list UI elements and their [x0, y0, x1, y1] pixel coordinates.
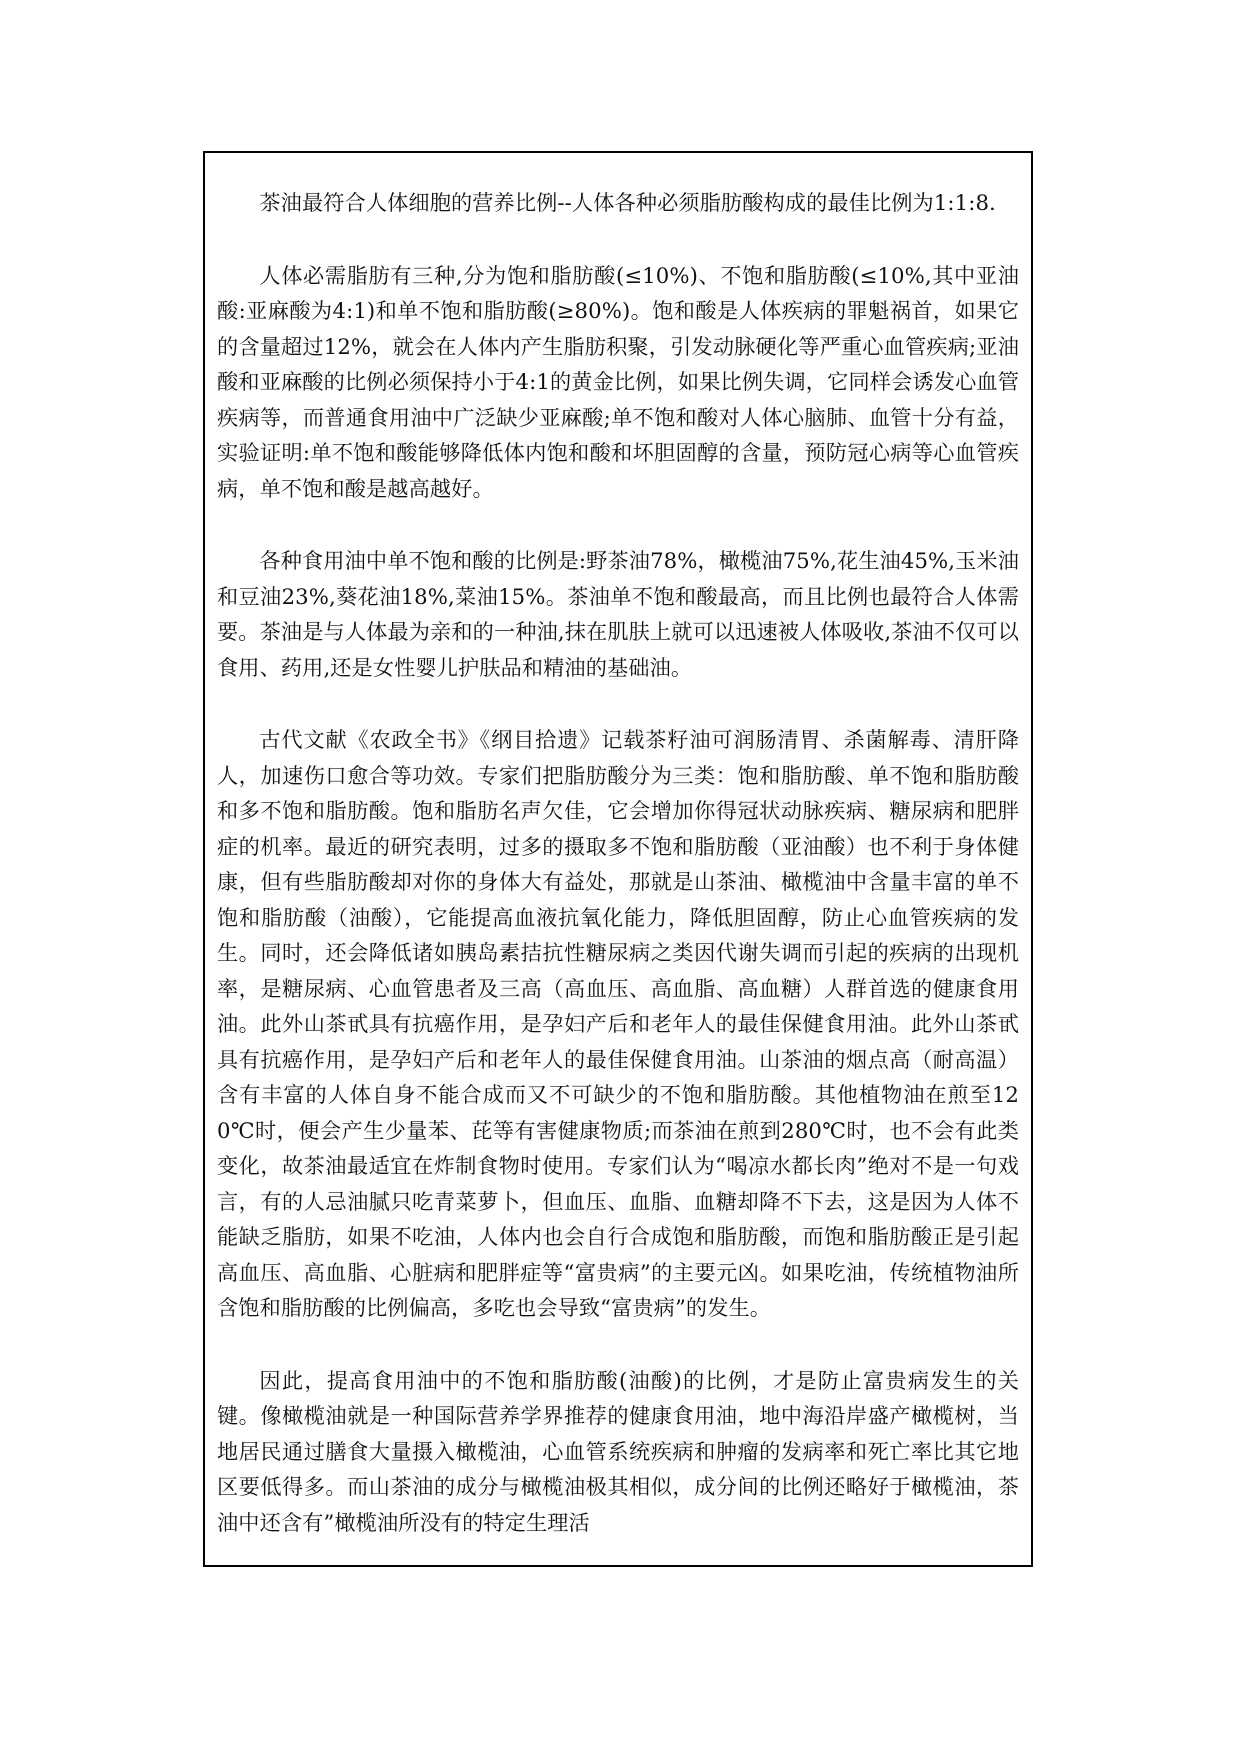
paragraph-oil-comparison: 各种食用油中单不饱和酸的比例是:野茶油78%，橄榄油75%,花生油45%,玉米油和豆油23%,葵花油18%,菜油15%。茶油单不饱和酸最高，而且比例也最符合人体需要。茶油是与人体最为亲和的一种油,抹在肌肤上就可以迅速被人体吸收,茶油不仅可以食用、药用,还是女性婴儿护肤品和精油的基础油。 [217, 548, 1019, 680]
paragraph-ancient-literature: 古代文献《农政全书》《纲目拾遗》记载茶籽油可润肠清胃、杀菌解毒、清肝降人，加速伤口愈合等功效。专家们把脂肪酸分为三类：饱和脂肪酸、单不饱和脂肪酸和多不饱和脂肪酸。饱和脂肪名声欠佳，它会增加你得冠状动脉疾病、糖尿病和肥胖症的机率。最近的研究表明，过多的摄取多不饱和脂肪酸（亚油酸）也不利于身体健康，但有些脂肪酸却对你的身体大有益处，那就是山茶油、橄榄油中含量丰富的单不饱和脂肪酸（油酸），它能提高血液抗氧化能力，降低胆固醇，防止心血管疾病的发生。同时，还会降低诸如胰岛素拮抗性糖尿病之类因代谢失调而引起的疾病的出现机率，是糖尿病、心血管患者及三高（高血压、高血脂、高血糖）人群首选的健康食用油。此外山茶甙具有抗癌作用，是孕妇产后和老年人的最佳保健食用油。此外山茶甙具有抗癌作用，是孕妇产后和老年人的最佳保健食用油。山茶油的烟点高（耐高温）含有丰富的人体自身不能合成而又不可缺少的不饱和脂肪酸。其他植物油在煎至120℃时，便会产生少量苯、芘等有害健康物质;而茶油在煎到280℃时，也不会有此类变化，故茶油最适宜在炸制食物时使用。专家们认为“喝凉水都长肉”绝对不是一句戏言，有的人忌油腻只吃青菜萝卜，但血压、血脂、血糖却降不下去，这是因为人体不能缺乏脂肪，如果不吃油，人体内也会自行合成饱和脂肪酸，而饱和脂肪酸正是引起高血压、高血脂、心脏病和肥胖症等“富贵病”的主要元凶。如果吃油，传统植物油所含饱和脂肪酸的比例偏高，多吃也会导致“富贵病”的发生。 [217, 727, 1019, 1320]
paragraph-conclusion: 因此，提高食用油中的不饱和脂肪酸(油酸)的比例，才是防止富贵病发生的关键。像橄榄油就是一种国际营养学界推荐的健康食用油，地中海沿岸盛产橄榄树，当地居民通过膳食大量摄入橄榄油，心血管系统疾病和肿瘤的发病率和死亡率比其它地区要低得多。而山茶油的成分与橄榄油极其相似，成分间的比例还略好于橄榄油，茶油中还含有”橄榄油所没有的特定生理活 [217, 1367, 1019, 1535]
paragraph-essential-fats: 人体必需脂肪有三种,分为饱和脂肪酸(≤10%)、不饱和脂肪酸(≤10%,其中亚油酸:亚麻酸为4:1)和单不饱和脂肪酸(≥80%)。饱和酸是人体疾病的罪魁祸首，如果它的含量超过12%，就会在人体内产生脂肪积聚，引发动脉硬化等严重心血管疾病;亚油酸和亚麻酸的比例必须保持小于4:1的黄金比例，如果比例失调，它同样会诱发心血管疾病等，而普通食用油中广泛缺少亚麻酸;单不饱和酸对人体心脑肺、血管十分有益，实验证明:单不饱和酸能够降低体内饱和酸和坏胆固醇的含量，预防冠心病等心血管疾病，单不饱和酸是越高越好。 [217, 262, 1019, 501]
paragraph-tea-oil-ratio: 茶油最符合人体细胞的营养比例--人体各种必须脂肪酸构成的最佳比例为1:1:8. [259, 190, 996, 215]
document-frame [203, 151, 1033, 1567]
